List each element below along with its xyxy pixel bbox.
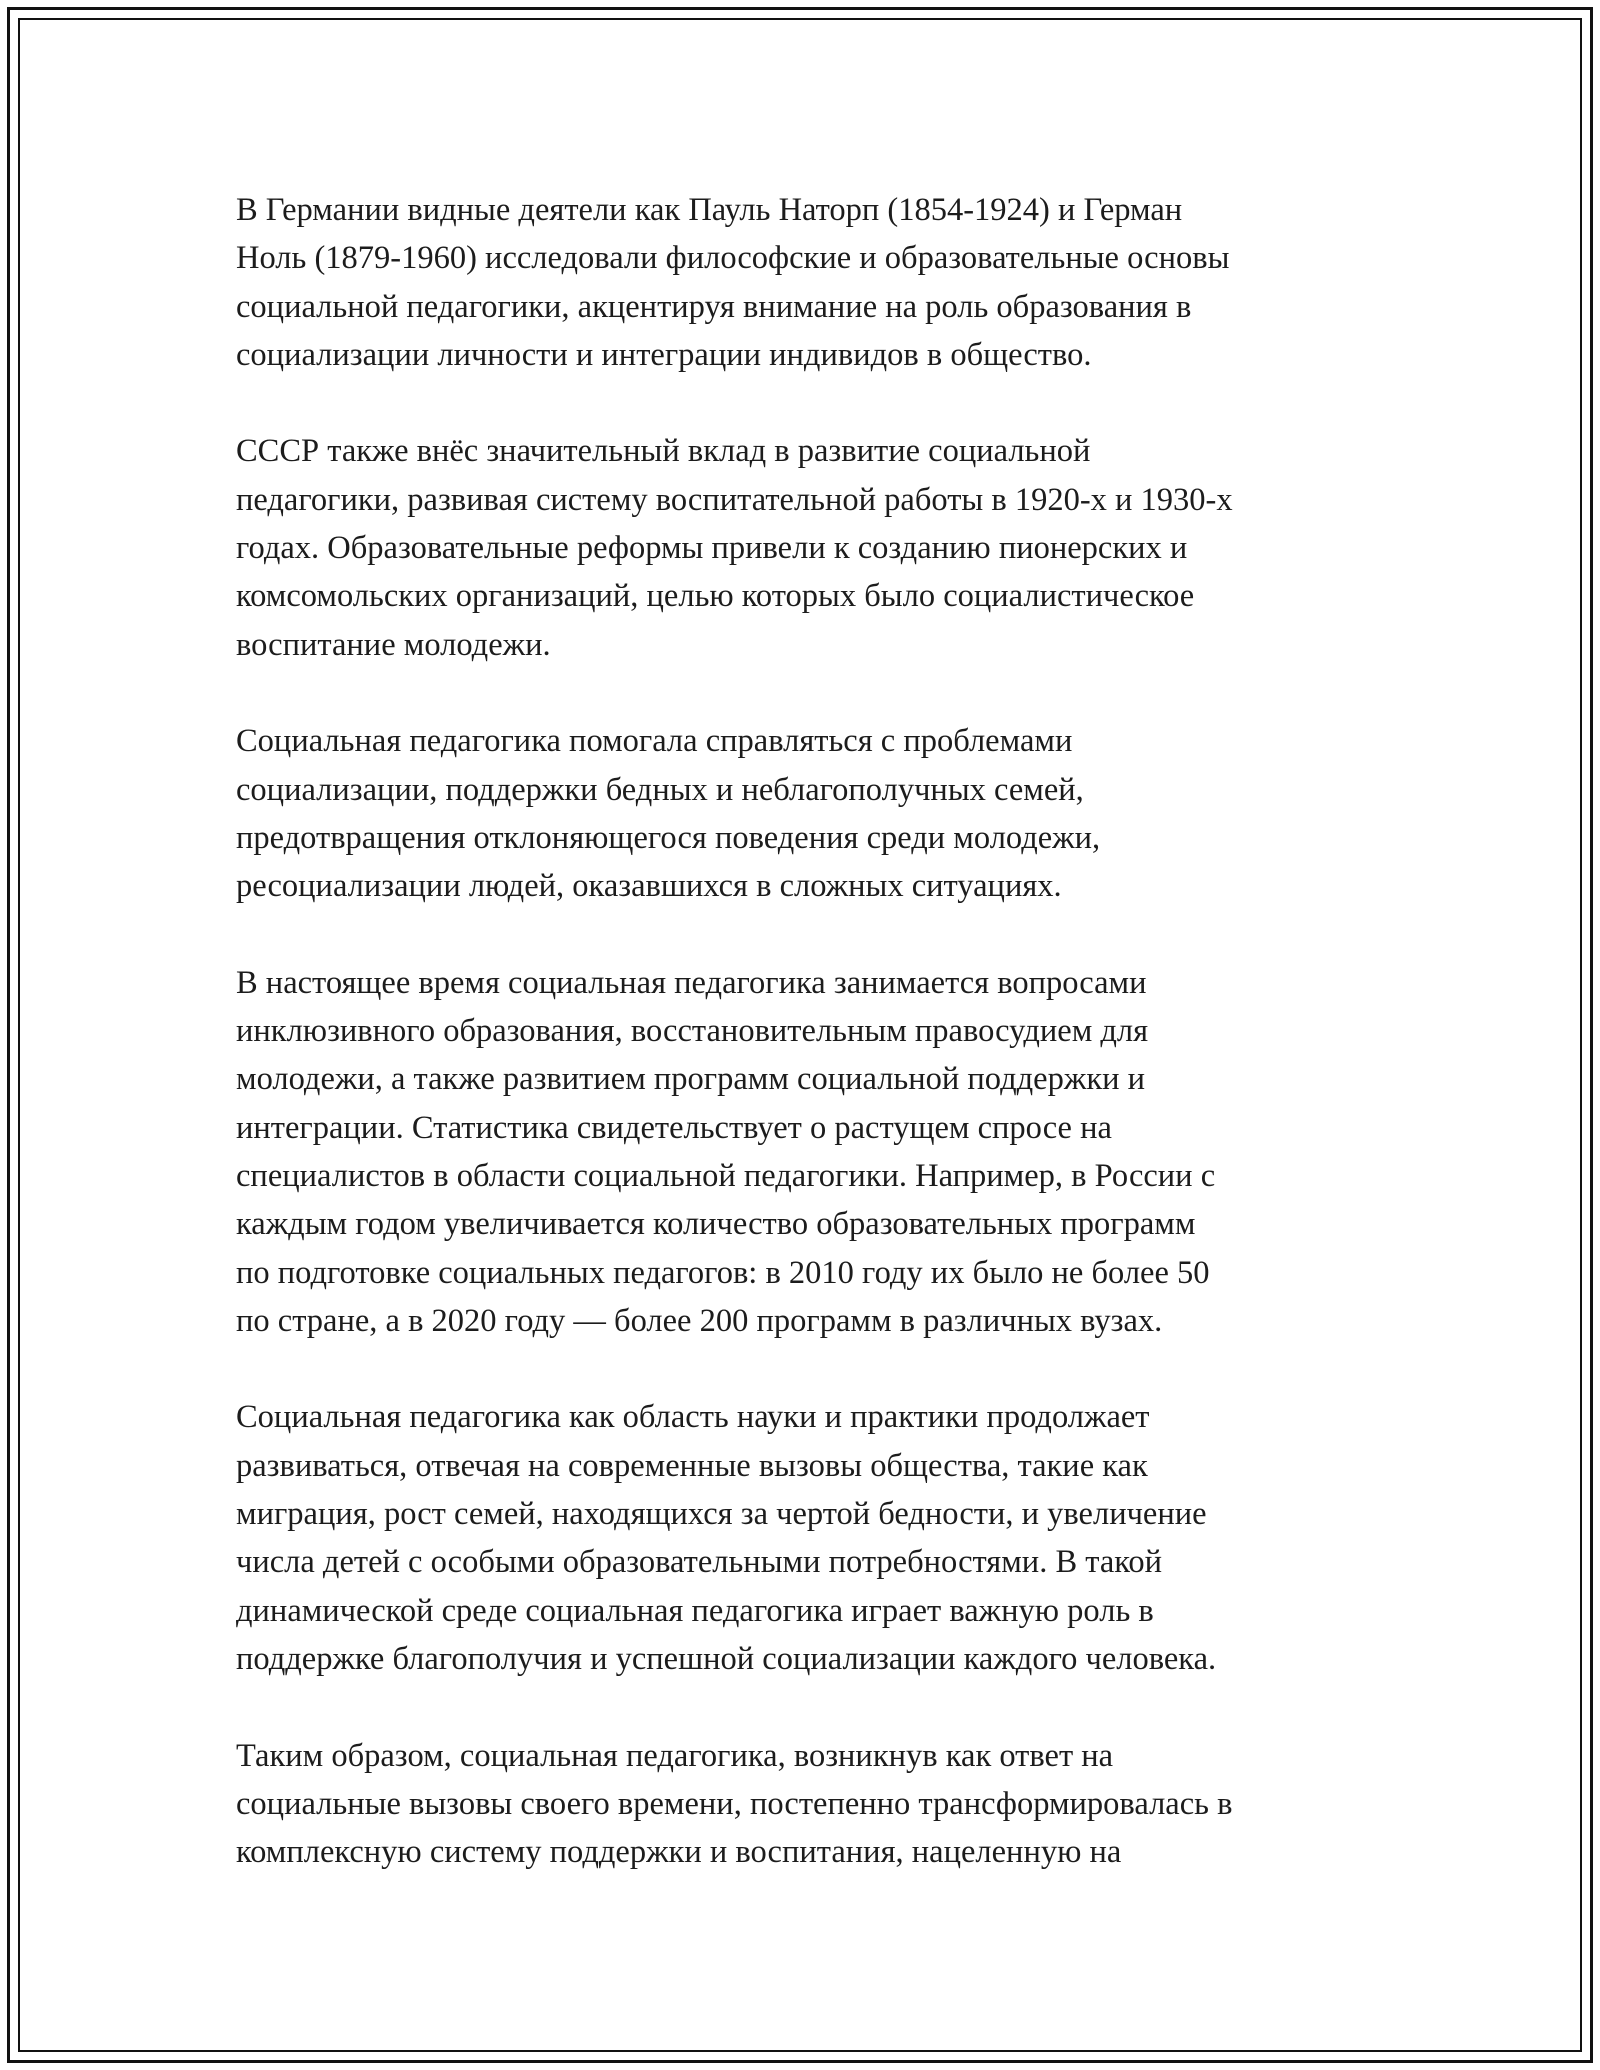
text-line: ресоциализации людей, оказавшихся в сложных ситуациях. [236,868,1062,905]
text-line: воспитание молодежи. [236,626,551,663]
text-line: интеграции. Статистика свидетельствует о растущем спросе на [236,1109,1112,1146]
text-line: специалистов в области социальной педагогики. Например, в России с [236,1157,1216,1194]
text-line: предотвращения отклоняющегося поведения среди молодежи, [236,819,1101,856]
text-line: Социальная педагогика помогала справляться с проблемами [236,723,1073,760]
text-line: по стране, а в 2020 году — более 200 программ в различных вузах. [236,1302,1163,1339]
text-line: годах. Образовательные реформы привели к созданию пионерских и [236,530,1188,567]
text-line: социальной педагогики, акцентируя внимание на роль образования в [236,288,1192,325]
text-line: СССР также внёс значительный вклад в развитие социальной [236,433,1091,470]
text-line: комсомольских организаций, целью которых было социалистическое [236,578,1195,615]
text-line: социализации, поддержки бедных и неблагополучных семей, [236,771,1084,808]
paragraph-ussr [236,427,1376,668]
text-line: Социальная педагогика как область науки и практики продолжает [236,1399,1150,1436]
text-line: Ноль (1879-1960) исследовали философские и образовательные основы [236,240,1230,277]
text-line: развиваться, отвечая на современные вызовы общества, такие как [236,1447,1148,1484]
paragraph-development [236,1393,1376,1683]
text-line: инклюзивного образования, восстановительным правосудием для [236,1013,1149,1050]
text-line: молодежи, а также развитием программ социальной поддержки и [236,1061,1146,1098]
text-line: по подготовке социальных педагогов: в 2010 году их было не более 50 [236,1254,1210,1291]
text-line: комплексную систему поддержки и воспитания, нацеленную на [236,1834,1122,1871]
text-line: педагогики, развивая систему воспитательной работы в 1920-х и 1930-х [236,481,1233,518]
text-line: каждым годом увеличивается количество образовательных программ [236,1206,1196,1243]
paragraph-germany [236,186,1376,379]
text-line: миграция, рост семей, находящихся за чертой бедности, и увеличение [236,1496,1207,1533]
text-line: социальные вызовы своего времени, постепенно трансформировалась в [236,1785,1233,1822]
text-line: социализации личности и интеграции индивидов в общество. [236,336,1092,373]
text-line: Таким образом, социальная педагогика, возникнув как ответ на [236,1737,1114,1774]
text-line: поддержке благополучия и успешной социализации каждого человека. [236,1640,1217,1677]
text-line: В настоящее время социальная педагогика занимается вопросами [236,964,1147,1001]
paragraph-conclusion [236,1732,1376,1877]
text-line: числа детей с особыми образовательными потребностями. В такой [236,1544,1163,1581]
document-body [236,186,1376,1876]
paragraph-present [236,959,1376,1345]
text-line: В Германии видные деятели как Пауль Наторп (1854-1924) и Герман [236,192,1183,228]
text-line: динамической среде социальная педагогика играет важную роль в [236,1592,1154,1629]
paragraph-problems [236,717,1376,910]
